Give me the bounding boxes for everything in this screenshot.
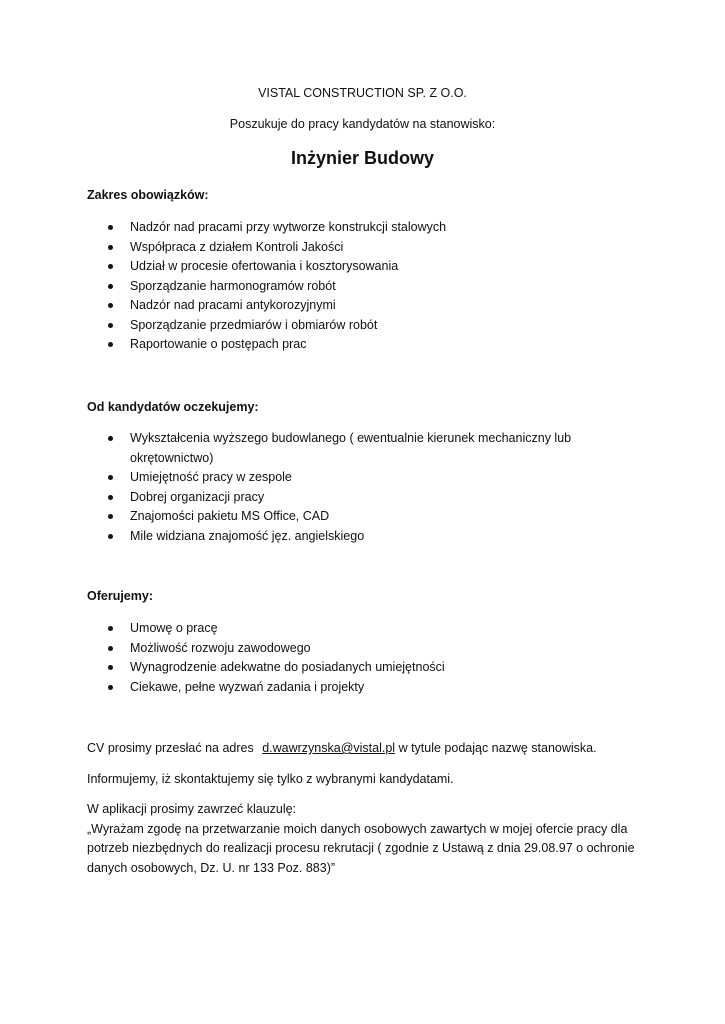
bullet-icon bbox=[108, 514, 113, 519]
list-item-text: Mile widziana znajomość jęz. angielskiego bbox=[130, 528, 365, 543]
list-item bbox=[87, 277, 607, 297]
email-link[interactable]: d.wawrzynska@vistal.pl bbox=[262, 741, 396, 755]
list-item-text: Umiejętność pracy w zespole bbox=[130, 470, 292, 484]
list-item bbox=[87, 678, 607, 698]
list-item bbox=[87, 619, 607, 639]
cv-suffix: w tytule podając nazwę stanowiska. bbox=[395, 741, 597, 755]
clause-text: „Wyrażam zgodę na przetwarzanie moich danych osobowych zawartych w mojej ofercie pracy dla potrzeb niezbędnych do realizacji procesu rekrutacji ( zgodnie z Ustawą z dnia 29.08.97 o ochronie danych osobowych, Dz. U. nr 133 Poz. 883)” bbox=[87, 821, 635, 875]
bullet-icon bbox=[108, 323, 113, 328]
bullet-icon bbox=[108, 264, 113, 269]
list-item bbox=[87, 527, 607, 547]
expectations-heading: Od kandydatów oczekujemy: bbox=[87, 400, 259, 414]
duties-list bbox=[87, 218, 607, 355]
offer-list bbox=[87, 619, 607, 697]
list-item bbox=[87, 507, 607, 527]
list-item bbox=[87, 218, 607, 238]
list-item-text: Raportowanie o postępach prac bbox=[130, 337, 307, 351]
bullet-icon bbox=[108, 646, 113, 651]
list-item-text: Sporządzanie przedmiarów i obmiarów robót bbox=[130, 317, 378, 332]
list-item-text: Nadzór nad pracami przy wytworze konstrukcji stalowych bbox=[130, 220, 447, 234]
offer-heading: Oferujemy: bbox=[87, 589, 153, 603]
bullet-icon bbox=[108, 342, 113, 347]
list-item bbox=[87, 257, 607, 277]
list-item bbox=[87, 429, 607, 468]
list-item bbox=[87, 316, 607, 336]
list-item bbox=[87, 238, 607, 258]
list-item bbox=[87, 639, 607, 659]
info-text: Informujemy, iż skontaktujemy się tylko z wybranymi kandydatami. bbox=[87, 772, 454, 786]
list-item-text: Możliwość rozwoju zawodowego bbox=[130, 640, 311, 655]
bullet-icon bbox=[108, 665, 113, 670]
list-item-text: Nadzór nad pracami antykorozyjnymi bbox=[130, 298, 336, 312]
intro-text: Poszukuje do pracy kandydatów na stanowisko: bbox=[229, 117, 496, 131]
cv-instructions bbox=[87, 739, 647, 759]
list-item bbox=[87, 296, 607, 316]
bullet-icon bbox=[108, 495, 113, 500]
bullet-icon bbox=[108, 245, 113, 250]
list-item-text: Ciekawe, pełne wyzwań zadania i projekty bbox=[130, 679, 365, 694]
list-item-text: Znajomości pakietu MS Office, CAD bbox=[130, 509, 330, 523]
list-item bbox=[87, 468, 607, 488]
bullet-icon bbox=[108, 284, 113, 289]
bullet-icon bbox=[108, 626, 113, 631]
clause-block bbox=[87, 800, 647, 878]
bullet-icon bbox=[108, 534, 113, 539]
duties-heading: Zakres obowiązków: bbox=[87, 188, 209, 202]
list-item bbox=[87, 658, 607, 678]
bullet-icon bbox=[108, 436, 113, 441]
list-item-text: Wykształcenia wyższego budowlanego ( ewentualnie kierunek mechaniczny lub okrętownictwo) bbox=[130, 431, 572, 465]
list-item-text: Współpraca z działem Kontroli Jakości bbox=[130, 239, 344, 254]
bullet-icon bbox=[108, 475, 113, 480]
bullet-icon bbox=[108, 303, 113, 308]
company-name: VISTAL CONSTRUCTION SP. Z O.O. bbox=[258, 86, 467, 100]
bullet-icon bbox=[108, 685, 113, 690]
list-item-text: Dobrej organizacji pracy bbox=[130, 489, 265, 504]
clause-intro: W aplikacji prosimy zawrzeć klauzulę: bbox=[87, 802, 297, 816]
bullet-icon bbox=[108, 225, 113, 230]
list-item-text: Wynagrodzenie adekwatne do posiadanych umiejętności bbox=[130, 660, 445, 674]
cv-prefix: CV prosimy przesłać na adres bbox=[87, 741, 254, 755]
list-item-text: Udział w procesie ofertowania i kosztorysowania bbox=[130, 259, 399, 273]
list-item-text: Umowę o pracę bbox=[130, 621, 218, 635]
expectations-list bbox=[87, 429, 607, 546]
list-item bbox=[87, 488, 607, 508]
list-item-text: Sporządzanie harmonogramów robót bbox=[130, 278, 336, 293]
job-title: Inżynier Budowy bbox=[290, 148, 434, 168]
list-item bbox=[87, 335, 607, 355]
